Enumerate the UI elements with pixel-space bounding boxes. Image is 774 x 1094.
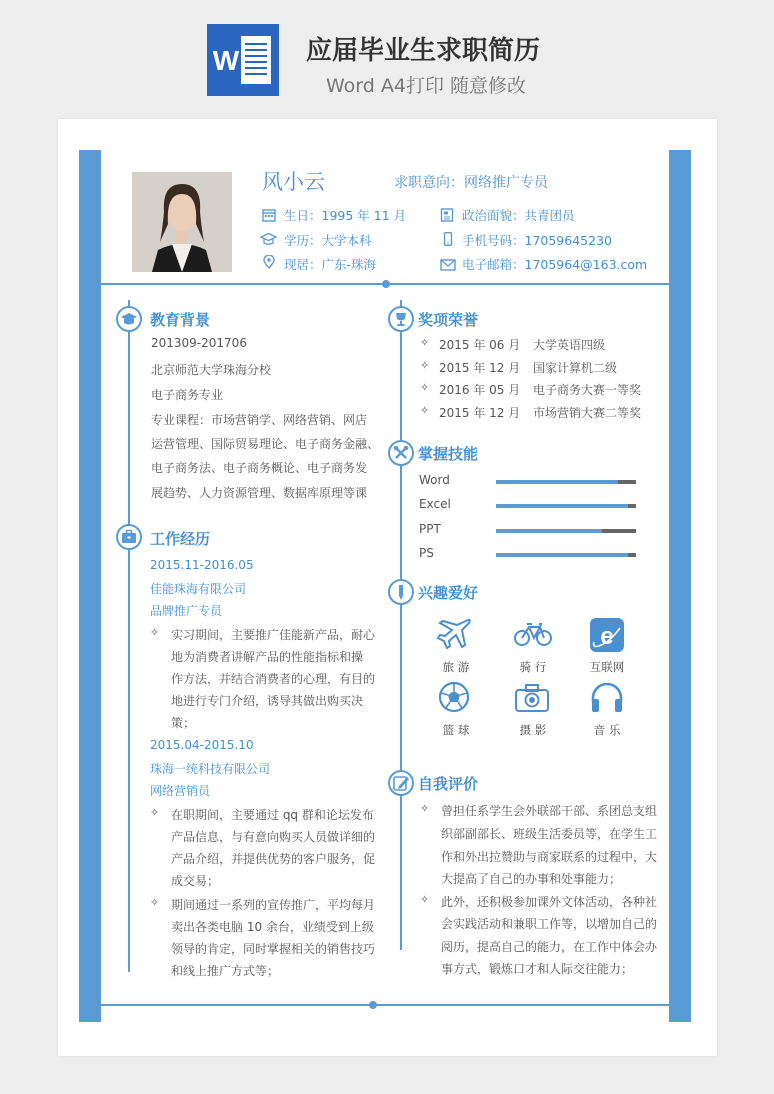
hobby-label: 骑 行 (519, 660, 547, 674)
job-desc-line: 和线上推广方式等； (171, 964, 280, 978)
degree-info: 学历：大学本科 (284, 233, 372, 248)
award-name: 国家计算机二级 (533, 361, 618, 375)
job-company: 佳能珠海有限公司 (150, 582, 247, 596)
bullet-diamond-icon: ✧ (420, 381, 430, 394)
skill-bar-fill (496, 480, 618, 484)
svg-text:W: W (212, 45, 240, 76)
job-desc-line: 策； (171, 716, 196, 730)
skill-name: PS (419, 546, 434, 560)
svg-text:e: e (600, 623, 614, 650)
skill-name: Excel (419, 497, 451, 511)
headphones-icon (589, 682, 625, 718)
skill-bar-fill (496, 553, 628, 557)
self-eval-line: 织部副部长、班级生活委员等，在学生工 (441, 827, 658, 841)
award-date: 2015 年 06 月 (439, 338, 521, 352)
mobile-phone-icon (441, 231, 455, 245)
bullet-diamond-icon: ✧ (420, 893, 430, 906)
profile-photo (132, 172, 232, 272)
self-eval-line: 大提高了自己的办事和处事能力； (441, 872, 622, 886)
award-name: 市场营销大赛二等奖 (533, 406, 642, 420)
job-period: 2015.11-2016.05 (150, 558, 254, 572)
job-desc-line: 作方法，并结合消费者的心理，有目的 (171, 672, 376, 686)
awards-title: 奖项荣誉 (418, 311, 479, 329)
skill-bar-fill (496, 504, 628, 508)
self-eval-line: 作和外出拉赞助与商家联系的过程中，大 (441, 850, 658, 864)
graduation-cap-icon (260, 231, 277, 245)
self-eval-line: 此外，还积极参加课外文体活动，各种社 (441, 895, 658, 909)
location-info: 现居：广东-珠海 (284, 257, 377, 272)
education-line: 专业课程：市场营销学、网络营销、网店 (151, 413, 368, 427)
birth-info: 生日：1995 年 11 月 (284, 208, 407, 223)
education-line: 电子商务法、电子商务概论、电子商务发 (151, 461, 368, 475)
bullet-diamond-icon: ✧ (150, 806, 160, 819)
internet-explorer-icon (590, 618, 624, 656)
award-date: 2016 年 05 月 (439, 383, 521, 397)
job-desc-line: 期间通过一系列的宣传推广，平均每月 (171, 898, 376, 912)
calendar-icon (262, 207, 276, 221)
id-card-icon (440, 207, 454, 221)
hobby-label: 音 乐 (593, 723, 621, 737)
tools-icon (388, 440, 414, 466)
skill-bar-fill (496, 529, 602, 533)
top-divider-dot (382, 280, 390, 288)
education-line: 运营管理、国际贸易理论、电子商务金融、 (151, 437, 380, 451)
page-subtitle: Word A4打印 随意修改 (326, 75, 527, 97)
left-accent-bar (79, 150, 101, 1022)
job-desc-line: 产品介绍，并提供优势的客户服务，促 (171, 852, 376, 866)
word-logo-icon (207, 24, 279, 96)
award-name: 大学英语四级 (533, 338, 606, 352)
job-desc-line: 实习期间，主要推广佳能新产品，耐心 (171, 628, 376, 642)
hobby-label: 互联网 (589, 660, 625, 674)
hobby-label: 篮 球 (442, 723, 470, 737)
edit-icon (388, 770, 414, 796)
job-intent: 求职意向：网络推广专员 (394, 175, 548, 191)
bicycle-icon (513, 620, 553, 652)
left-timeline (128, 300, 130, 972)
hobbies-title: 兴趣爱好 (418, 584, 479, 602)
education-title: 教育背景 (150, 311, 211, 329)
bullet-diamond-icon: ✧ (420, 802, 430, 815)
job-period: 2015.04-2015.10 (150, 738, 254, 752)
bullet-diamond-icon: ✧ (420, 404, 430, 417)
bullet-diamond-icon: ✧ (420, 336, 430, 349)
bottom-divider-dot (369, 1001, 377, 1009)
skills-title: 掌握技能 (418, 445, 479, 463)
education-line: 201309-201706 (151, 336, 247, 350)
page-title: 应届毕业生求职简历 (306, 36, 541, 66)
phone-info: 手机号码：17059645230 (462, 233, 612, 248)
award-date: 2015 年 12 月 (439, 361, 521, 375)
camera-icon (514, 683, 550, 717)
education-line: 电子商务专业 (151, 388, 224, 402)
trophy-icon (388, 306, 414, 332)
self-eval-line: 曾担任系学生会外联部干部、系团总支组 (441, 804, 658, 818)
briefcase-icon (116, 524, 142, 550)
self-eval-line: 会实践活动和兼职工作等，以增加自己的 (441, 917, 658, 931)
self-eval-title: 自我评价 (418, 775, 479, 793)
job-desc-line: 在职期间，主要通过 qq 群和论坛发布 (171, 808, 374, 822)
email-info: 电子邮箱：1705964@163.com (462, 257, 648, 272)
job-desc-line: 卖出各类电脑 10 余台，业绩受到上级 (171, 920, 374, 934)
political-info: 政治面貌：共青团员 (462, 208, 575, 223)
hobby-label: 摄 影 (519, 723, 547, 737)
hobby-label: 旅 游 (442, 660, 470, 674)
bullet-diamond-icon: ✧ (150, 626, 160, 639)
work-title: 工作经历 (150, 530, 211, 548)
job-company: 珠海一统科技有限公司 (150, 762, 271, 776)
airplane-icon (436, 616, 472, 654)
job-desc-line: 领导的肯定，同时掌握相关的销售技巧 (171, 942, 376, 956)
bottom-divider (101, 1004, 669, 1006)
ball-icon (437, 680, 471, 718)
award-name: 电子商务大赛一等奖 (533, 383, 642, 397)
job-role: 网络营销员 (150, 784, 211, 798)
bullet-diamond-icon: ✧ (420, 359, 430, 372)
right-timeline (400, 300, 402, 950)
skill-name: Word (419, 473, 450, 487)
right-accent-bar (669, 150, 691, 1022)
candidate-name: 风小云 (262, 170, 325, 194)
job-desc-line: 产品信息，与有意向购买人员做详细的 (171, 830, 376, 844)
self-eval-line: 阅历，提高自己的能力，在工作中体会办 (441, 940, 658, 954)
education-line: 北京师范大学珠海分校 (151, 363, 272, 377)
award-date: 2015 年 12 月 (439, 406, 521, 420)
self-eval-line: 事方式，锻炼口才和人际交往能力； (441, 962, 634, 976)
education-line: 展趋势、人力资源管理、数据库原理等课 (151, 486, 368, 500)
bullet-diamond-icon: ✧ (150, 896, 160, 909)
job-desc-line: 成交易； (171, 874, 220, 888)
job-desc-line: 地为消费者讲解产品的性能指标和操 (171, 650, 364, 664)
skill-name: PPT (419, 522, 441, 536)
job-desc-line: 地进行专门介绍，诱导其做出购买决 (171, 694, 364, 708)
job-role: 品牌推广专员 (150, 604, 223, 618)
mail-icon (440, 256, 456, 270)
graduation-cap-section-icon (116, 306, 142, 332)
pencil-icon (388, 579, 414, 605)
location-pin-icon (262, 254, 276, 268)
